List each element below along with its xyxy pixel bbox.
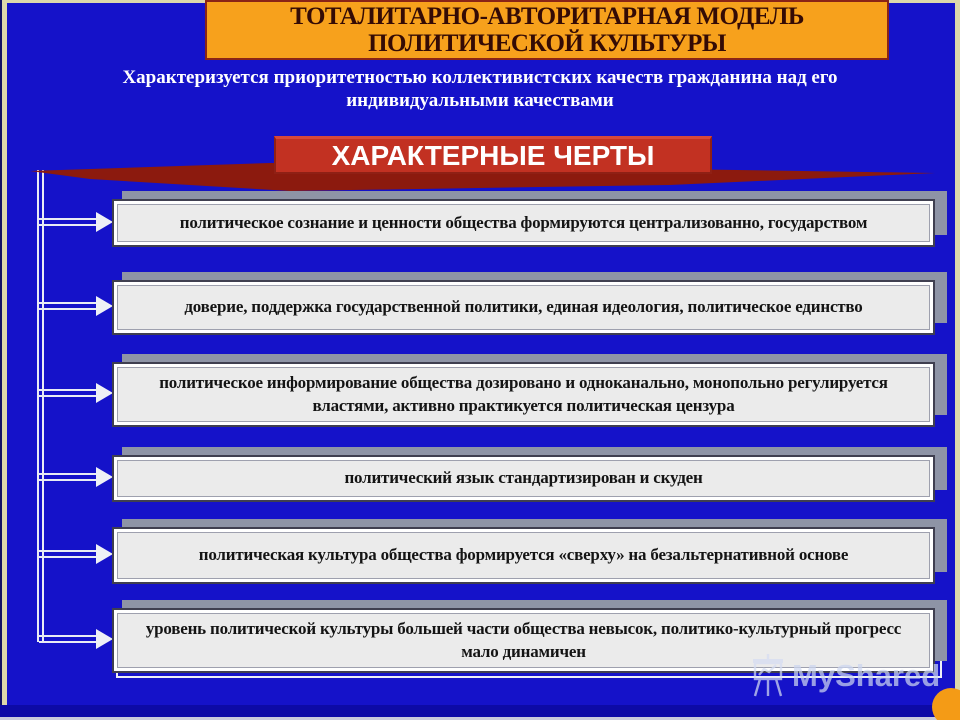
connector-arrow-icon bbox=[39, 389, 96, 397]
feature-text: политическое информирование общества дозировано и одноканально, монопольно регулируется властями, активно практикуется политическая цензура bbox=[112, 362, 935, 427]
connector-arrow-icon bbox=[39, 550, 96, 558]
watermark-text: MyShared bbox=[792, 658, 941, 693]
connector-arrow-icon bbox=[39, 302, 96, 310]
connector-arrow-icon bbox=[39, 635, 96, 643]
feature-box-3 bbox=[112, 362, 935, 427]
slide-title-line2: ПОЛИТИЧЕСКОЙ КУЛЬТУРЫ bbox=[368, 30, 726, 57]
feature-box-6 bbox=[112, 608, 935, 673]
connector-arrow-icon bbox=[39, 218, 96, 226]
connector-arrow-icon bbox=[39, 473, 96, 481]
feature-text: уровень политической культуры большей части общества невысок, политико-культурный прогресс мало динамичен bbox=[112, 608, 935, 673]
section-banner: ХАРАКТЕРНЫЕ ЧЕРТЫ bbox=[274, 136, 712, 174]
feature-text: политическая культура общества формируется «сверху» на безальтернативной основе bbox=[112, 527, 935, 584]
frame-bottom-dark bbox=[0, 705, 960, 717]
connector-vertical-line bbox=[37, 170, 44, 642]
slide-title-box bbox=[205, 0, 889, 60]
corner-dot bbox=[932, 688, 960, 720]
subtitle-line1: Характеризуется приоритетностью коллективистских качеств гражданина над его bbox=[122, 67, 838, 88]
slide-subtitle bbox=[40, 66, 920, 112]
feature-box-4 bbox=[112, 455, 935, 502]
feature-box-1 bbox=[112, 199, 935, 247]
frame-left bbox=[2, 0, 7, 717]
frame-right bbox=[955, 0, 960, 717]
feature-text: политическое сознание и ценности общества формируются централизованно, государством bbox=[112, 199, 935, 247]
slide-title-line1: ТОТАЛИТАРНО-АВТОРИТАРНАЯ МОДЕЛЬ bbox=[290, 3, 804, 30]
feature-box-5 bbox=[112, 527, 935, 584]
feature-box-2 bbox=[112, 280, 935, 335]
feature-text: политический язык стандартизирован и скуден bbox=[112, 455, 935, 502]
subtitle-line2: индивидуальными качествами bbox=[346, 90, 614, 111]
feature-text: доверие, поддержка государственной политики, единая идеология, политическое единство bbox=[112, 280, 935, 335]
